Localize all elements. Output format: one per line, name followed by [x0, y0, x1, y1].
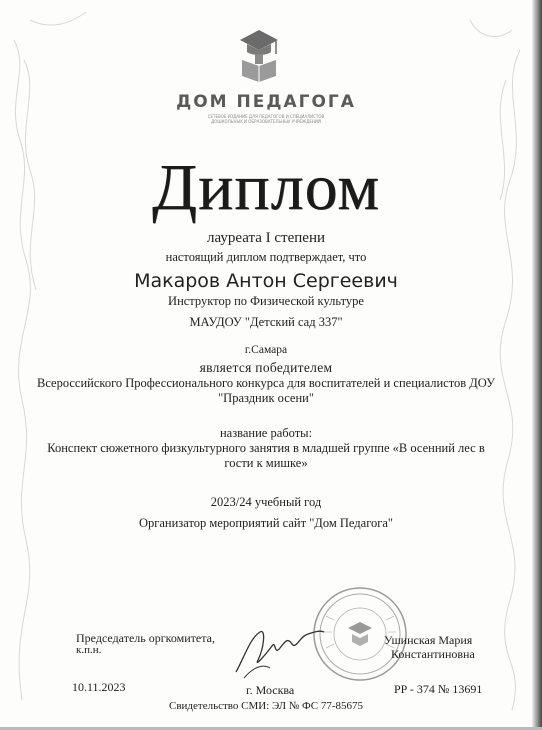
work-title: Конспект сюжетного физкультурного занятия в младшей группе «В осенний лес в	[47, 441, 485, 455]
recipient-city: г.Самара	[244, 344, 288, 356]
graduation-cap-book-icon	[236, 26, 282, 88]
logo-subtitle: ДОШКОЛЬНЫХ И ОБРАЗОВАТЕЛЬНЫХ УЧРЕЖДЕНИЙ	[211, 119, 321, 124]
media-certificate: Свидетельство СМИ: ЭЛ № ФС 77-85675	[169, 700, 363, 712]
confirms-text: настоящий диплом подтверждает, что	[165, 250, 367, 264]
recipient-position: Инструктор по Физической культуре	[168, 294, 364, 308]
work-title: гости к мишке»	[224, 456, 308, 470]
diploma-title: Диплом	[151, 151, 381, 224]
contest-name: "Праздник осени"	[218, 391, 314, 405]
logo-emblem	[236, 26, 282, 88]
contest-title: Всероссийского Профессионального конкурса для воспитателей и специалистов ДОУ	[36, 376, 495, 390]
logo-text: ДОМ ПЕДАГОГА	[176, 92, 356, 112]
signature	[230, 618, 326, 682]
degree-text: лауреата I степени	[207, 230, 325, 246]
issue-city: г. Москва	[246, 683, 295, 697]
signer-name: Константиновна	[391, 647, 475, 661]
school-year: 2023/24 учебный год	[210, 495, 322, 509]
organizer-text: Организатор мероприятий сайт "Дом Педагога"	[138, 516, 394, 530]
chair-title: Председатель оргкомитета,	[76, 631, 215, 645]
registration-number: PP - 374 № 13691	[394, 682, 483, 696]
signer-name: Ушинская Мария	[384, 633, 473, 647]
recipient-name: Макаров Антон Сергеевич	[134, 270, 398, 292]
winner-text: является победителем	[199, 360, 333, 375]
recipient-organization: МАУДОУ "Детский сад 337"	[189, 315, 343, 329]
logo-subtitle: СЕТЕВОЕ ИЗДАНИЕ ДЛЯ ПЕДАГОГОВ И СПЕЦИАЛИСТОВ	[207, 114, 325, 119]
chair-degree: к.п.н.	[76, 644, 102, 656]
scan-edge	[532, 0, 542, 730]
work-label: название работы:	[219, 426, 313, 440]
issue-date: 10.11.2023	[72, 680, 126, 694]
